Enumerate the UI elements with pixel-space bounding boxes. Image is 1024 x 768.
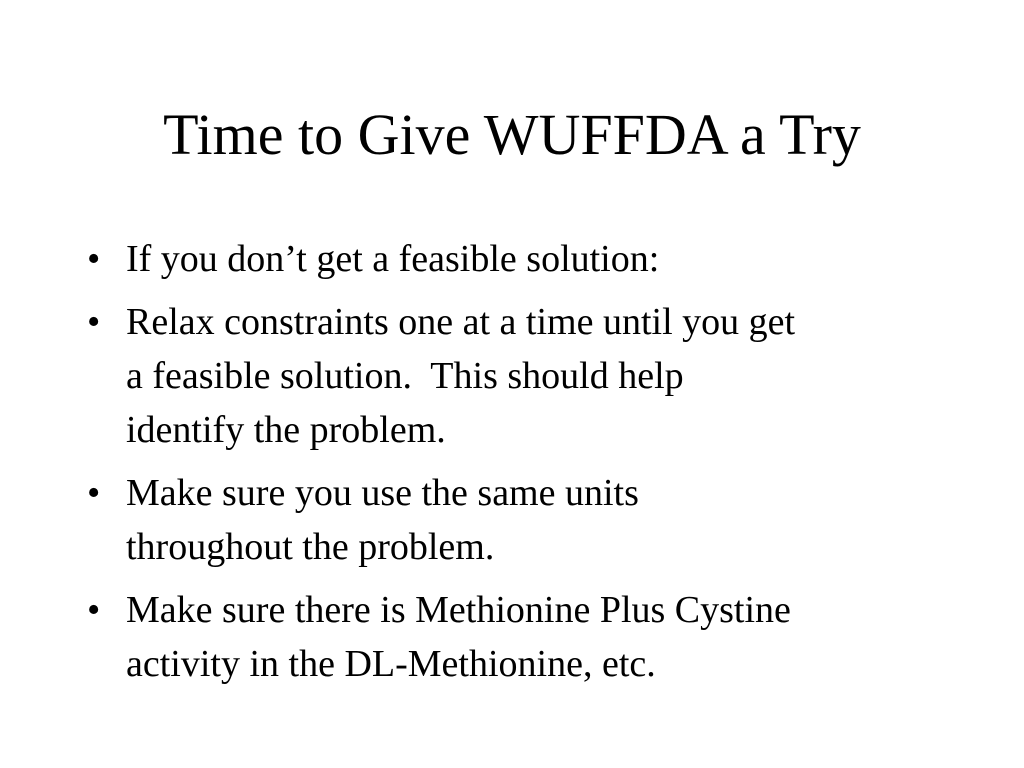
bullet-text-line: throughout the problem. xyxy=(126,526,495,568)
bullet-icon: • xyxy=(87,301,101,343)
bullet-icon: • xyxy=(87,589,101,631)
bullet-text-line: identify the problem. xyxy=(126,409,446,451)
bullet-text-line: Relax constraints one at a time until you get xyxy=(126,301,796,343)
bullet-text-line: Make sure there is Methionine Plus Cystine xyxy=(126,589,791,631)
bullet-item-methionine xyxy=(87,583,947,691)
bullet-text-line: activity in the DL-Methionine, etc. xyxy=(126,643,656,685)
slide-title: Time to Give WUFFDA a Try xyxy=(163,102,861,167)
bullet-item-feasible xyxy=(87,232,947,286)
bullet-item-same-units xyxy=(87,466,947,574)
bullet-text-line: If you don’t get a feasible solution: xyxy=(126,238,660,280)
bullet-text-line: Make sure you use the same units xyxy=(126,472,639,514)
bullet-icon: • xyxy=(87,238,101,280)
bullet-text-line: a feasible solution. This should help xyxy=(126,355,684,397)
bullet-list xyxy=(87,232,947,700)
bullet-item-relax-constraints xyxy=(87,295,947,457)
bullet-icon: • xyxy=(87,472,101,514)
